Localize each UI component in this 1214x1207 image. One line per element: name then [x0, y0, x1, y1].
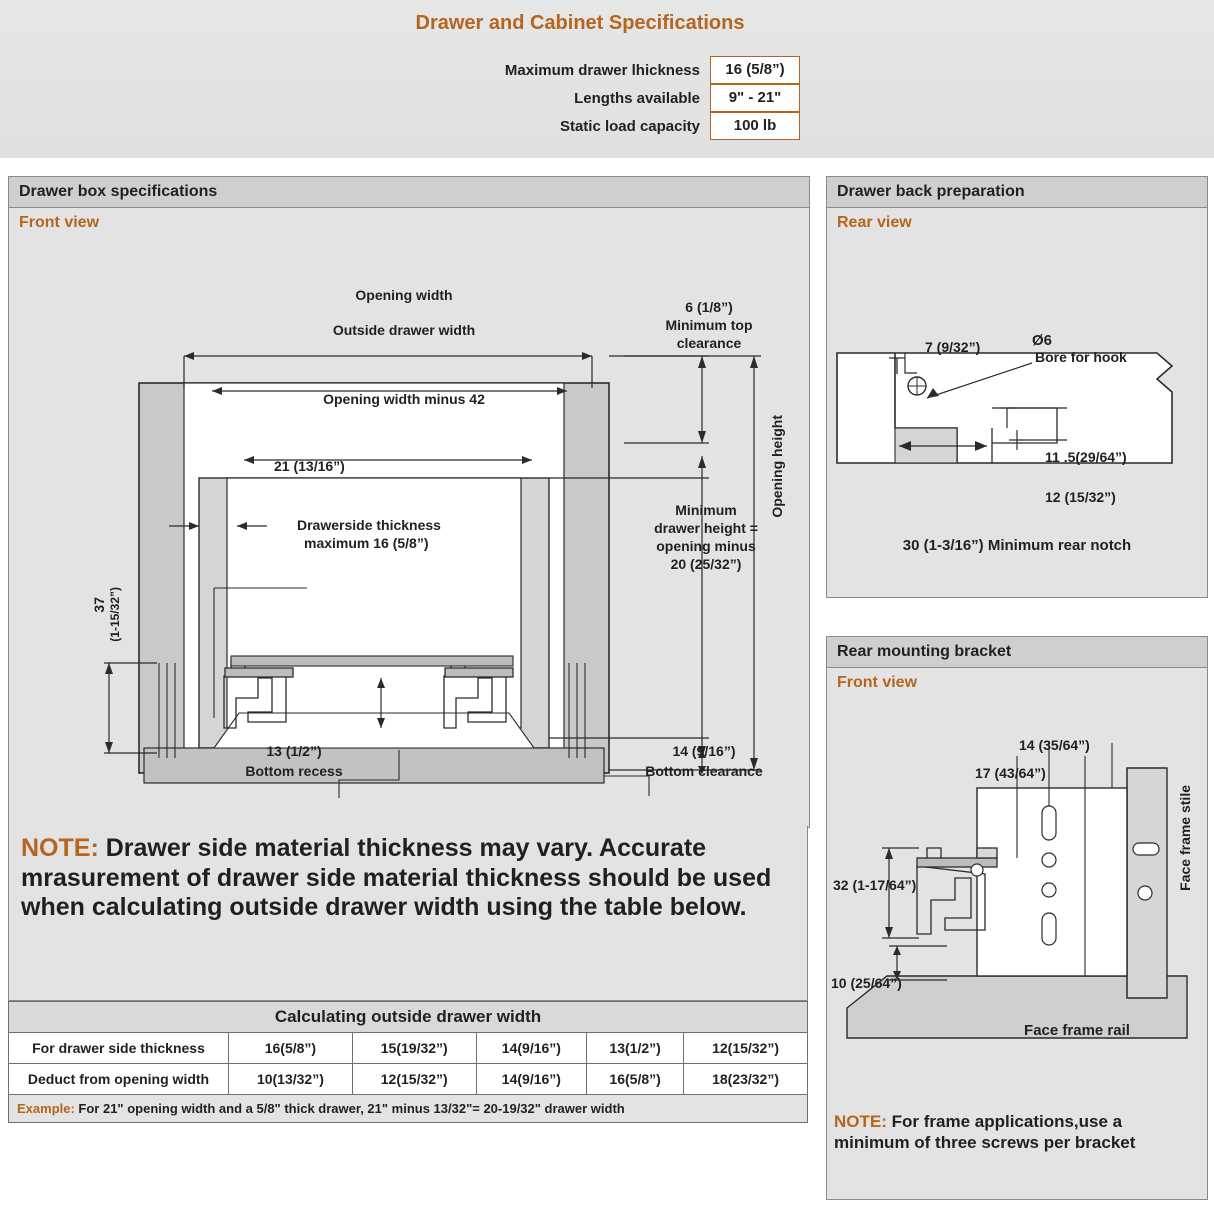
spec-value: 16 (5/8”) — [710, 56, 800, 84]
label-dim-10: 10 (25/64”) — [831, 975, 902, 991]
note-box — [8, 826, 808, 1001]
label-dim-11-5: 11 .5(29/64”) — [1045, 449, 1127, 465]
label-min-height-2: drawer height = — [654, 520, 758, 536]
label-dim-17: 17 (43/64”) — [975, 765, 1046, 781]
spec-label: Lengths available — [574, 89, 700, 107]
panel-subtitle: Rear view — [837, 214, 912, 231]
example-text-block — [8, 1095, 808, 1123]
label-minimum-rear-notch: 30 (1-3/16”) Minimum rear notch — [902, 537, 1132, 554]
calc-table-title: Calculating outside drawer width — [8, 1001, 808, 1032]
label-left-dim-fraction: (1-15/32”) — [108, 587, 122, 642]
note-label: NOTE: — [21, 834, 99, 862]
table-cell: 10(13/32”) — [229, 1064, 353, 1095]
table-cell: 13(1/2”) — [587, 1033, 684, 1064]
spec-value: 100 lb — [710, 112, 800, 140]
calc-table — [8, 1032, 808, 1095]
spec-row — [380, 84, 800, 112]
label-bottom-recess: Bottom recess — [245, 763, 343, 779]
note-text — [21, 834, 795, 923]
label-dim-14: 14 (35/64”) — [1019, 737, 1090, 753]
example-label: Example: — [17, 1101, 75, 1116]
frame-note-label: NOTE: — [834, 1112, 887, 1131]
note-body: Drawer side material thickness may vary. Accurate mrasurement of drawer side material thickness should be used when calculating outside drawer width using the table below. — [21, 834, 772, 921]
label-notch-dim: 7 (9/32”) — [925, 339, 981, 355]
table-cell: 18(23/32”) — [684, 1064, 808, 1095]
table-cell: 14(9/16”) — [476, 1064, 586, 1095]
panel-subtitle: Front view — [19, 214, 100, 231]
label-min-height-4: 20 (25/32”) — [670, 556, 742, 572]
label-top-clearance-1: 6 (1/8”) — [685, 299, 733, 315]
table-cell: 15(19/32”) — [352, 1033, 476, 1064]
label-side-thickness-line2: maximum 16 (5/8”) — [304, 535, 429, 551]
spec-label: Maximum drawer lhickness — [504, 61, 700, 79]
frame-note-body: For frame applications,use a minimum of three screws per bracket — [834, 1112, 1136, 1153]
table-cell: 12(15/32”) — [684, 1033, 808, 1064]
table-cell: 16(5/8”) — [587, 1064, 684, 1095]
label-opening-height: Opening height — [769, 415, 785, 518]
label-side-thickness-line1: Drawerside thickness — [297, 517, 441, 533]
drawer-back-preparation-panel — [826, 176, 1208, 598]
spec-title: Drawer and Cabinet Specifications — [415, 12, 745, 34]
label-bore-diameter: Ø6 — [1032, 332, 1053, 349]
frame-note — [834, 1111, 1198, 1154]
table-cell: 16(5/8”) — [229, 1033, 353, 1064]
table-cell: 14(9/16”) — [476, 1033, 586, 1064]
spec-row — [380, 112, 800, 140]
spec-row — [380, 56, 800, 84]
label-opening-width: Opening width — [355, 287, 453, 303]
spec-value: 9" - 21" — [710, 84, 800, 112]
row-header: For drawer side thickness — [9, 1033, 229, 1064]
table-row — [9, 1064, 808, 1095]
label-bottom-clearance-dim: 14 (9/16”) — [672, 743, 736, 759]
label-bore-for-hook: Bore for hook — [1035, 349, 1127, 365]
label-top-clearance-3: clearance — [676, 335, 742, 351]
drawer-back-drawing — [827, 238, 1205, 588]
panel-subtitle: Front view — [837, 674, 918, 691]
label-dim-12: 12 (15/32”) — [1045, 489, 1116, 505]
label-outside-drawer-width: Outside drawer width — [332, 322, 476, 338]
label-left-dim-value: 37 — [91, 597, 107, 613]
label-opening-width-minus: Opening width minus 42 — [323, 391, 485, 407]
label-side-offset: 21 (13/16”) — [274, 458, 345, 474]
calculating-outside-drawer-width — [8, 1001, 808, 1123]
label-top-clearance-2: Minimum top — [665, 317, 753, 333]
spec-label: Static load capacity — [559, 117, 700, 135]
label-face-frame-stile: Face frame stile — [1177, 785, 1193, 891]
label-bottom-clearance: Bottom clearance — [645, 763, 763, 779]
table-cell: 12(15/32”) — [352, 1064, 476, 1095]
panel-title: Drawer back preparation — [827, 177, 1207, 208]
panel-title: Rear mounting bracket — [827, 637, 1207, 668]
label-face-frame-rail: Face frame rail — [1024, 1022, 1130, 1039]
example-body: For 21" opening width and a 5/8" thick drawer, 21" minus 13/32"= 20-19/32" drawer width — [74, 1101, 625, 1116]
panel-title: Drawer box specifications — [9, 177, 809, 208]
label-bottom-recess-dim: 13 (1/2”) — [266, 743, 322, 759]
label-dim-32: 32 (1-17/64”) — [833, 877, 917, 893]
drawer-box-specifications-panel — [8, 176, 810, 828]
label-min-height-3: opening minus — [656, 538, 756, 554]
row-header: Deduct from opening width — [9, 1064, 229, 1095]
table-row — [9, 1033, 808, 1064]
spec-table — [380, 56, 800, 140]
label-min-height-1: Minimum — [675, 502, 737, 518]
